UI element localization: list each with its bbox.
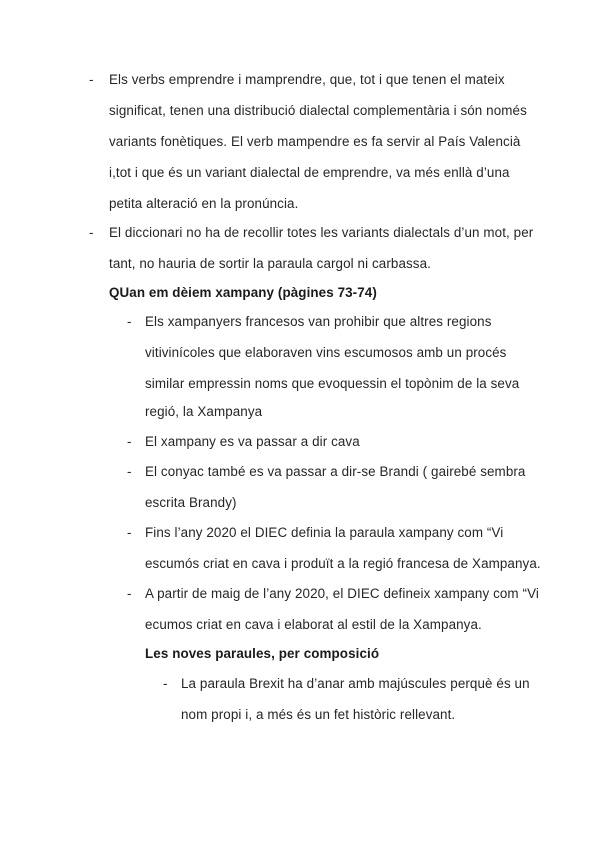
text-line: El conyac també es va passar a dir-se Brandi ( gairebé sembra [145, 464, 526, 479]
text-line: similar empressin noms que evoquessin el topònim de la seva [145, 376, 520, 391]
text-line: A partir de maig de l’any 2020, el DIEC defineix xampany com “Vi [145, 586, 539, 601]
text-line: nom propi i, a més és un fet històric rellevant. [181, 707, 456, 722]
text-line: vitivinícoles que elaboraven vins escumosos amb un procés [145, 345, 507, 360]
bullet-dash: - [127, 434, 132, 449]
bullet-dash: - [127, 464, 132, 479]
text-line: La paraula Brexit ha d’anar amb majúscules perquè és un [181, 676, 530, 691]
text-line: variants fonètiques. El verb mampendre es fa servir al País Valencià [109, 134, 521, 149]
bullet-dash: - [163, 676, 168, 691]
text-line: Fins l’any 2020 el DIEC definia la paraula xampany com “Vi [145, 525, 504, 540]
text-line: El xampany es va passar a dir cava [145, 434, 360, 449]
bullet-dash: - [127, 314, 132, 329]
text-line: i,tot i que és un variant dialectal de emprendre, va més enllà d’una [109, 165, 510, 180]
text-line: escrita Brandy) [145, 495, 237, 510]
bullet-dash: - [89, 225, 94, 240]
section-heading: Les noves paraules, per composició [145, 646, 380, 661]
section-heading: QUan em dèiem xampany (pàgines 73-74) [109, 285, 377, 300]
text-line: tant, no hauria de sortir la paraula cargol ni carbassa. [109, 256, 431, 271]
text-line: significat, tenen una distribució dialectal complementària i són només [109, 103, 527, 118]
text-line: Els verbs emprendre i mamprendre, que, tot i que tenen el mateix [109, 72, 505, 87]
text-line: Els xampanyers francesos van prohibir que altres regions [145, 314, 492, 329]
bullet-dash: - [89, 72, 94, 87]
text-line: El diccionari no ha de recollir totes les variants dialectals d’un mot, per [109, 225, 534, 240]
bullet-dash: - [127, 586, 132, 601]
text-line: escumós criat en cava i produït a la regió francesa de Xampanya. [145, 556, 541, 571]
text-line: regió, la Xampanya [145, 404, 263, 419]
text-line: petita alteració en la pronúncia. [109, 196, 299, 211]
bullet-dash: - [127, 525, 132, 540]
text-line: ecumos criat en cava i elaborat al estil de la Xampanya. [145, 617, 482, 632]
